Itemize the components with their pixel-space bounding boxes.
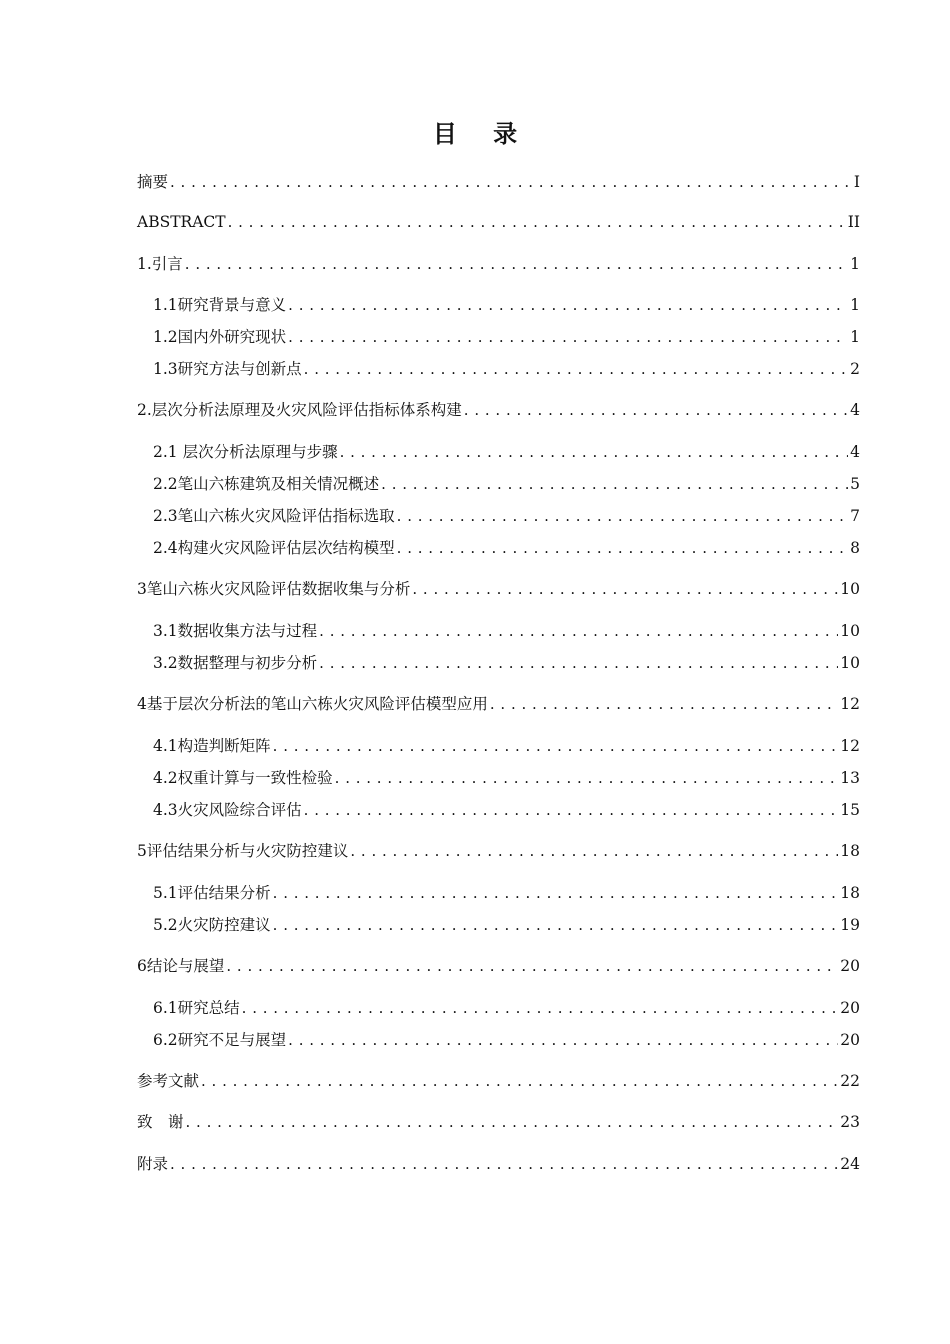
toc-page-number: 20 <box>840 999 860 1017</box>
toc-page-number: 24 <box>840 1155 860 1173</box>
dot-leader <box>186 1110 839 1134</box>
toc-entry-title: 5.2火灾防控建议 <box>153 916 271 934</box>
toc-page-number: 12 <box>840 695 860 713</box>
toc-entry[interactable] <box>153 1028 860 1052</box>
toc-entry-title: 1.1研究背景与意义 <box>153 296 287 314</box>
toc-page-number: 19 <box>840 916 860 934</box>
toc-entry[interactable] <box>137 210 860 234</box>
toc-page-number: 20 <box>840 957 860 975</box>
toc-entry[interactable] <box>153 766 860 790</box>
toc-entry-title: 6.1研究总结 <box>153 999 240 1017</box>
dot-leader <box>335 766 839 790</box>
toc-entry[interactable] <box>153 996 860 1020</box>
toc-entry[interactable] <box>153 881 860 905</box>
toc-entry-title: 1.引言 <box>137 255 183 273</box>
toc-entry[interactable] <box>153 472 860 496</box>
toc-entry-title: 1.2国内外研究现状 <box>153 328 287 346</box>
dot-leader <box>242 996 839 1020</box>
dot-leader <box>381 472 848 496</box>
dot-leader <box>288 1028 838 1052</box>
dot-leader <box>350 839 838 863</box>
toc-entry-title: 6.2研究不足与展望 <box>153 1031 287 1049</box>
toc-entry-title: 2.1 层次分析法原理与步骤 <box>153 443 338 461</box>
toc-entry[interactable] <box>137 954 860 978</box>
dot-leader <box>397 536 848 560</box>
toc-entry[interactable] <box>137 839 860 863</box>
toc-page-number: 18 <box>840 842 860 860</box>
toc-entry-title: 参考文献 <box>137 1072 200 1090</box>
toc-entry-title: 2.4构建火灾风险评估层次结构模型 <box>153 539 395 557</box>
toc-entry[interactable] <box>153 619 860 643</box>
toc-entry-title: ABSTRACT <box>137 213 226 231</box>
toc-entry[interactable] <box>153 325 860 349</box>
toc-entry-title: 4.1构造判断矩阵 <box>153 737 271 755</box>
toc-page-number: 15 <box>840 801 860 819</box>
toc-entry[interactable] <box>153 536 860 560</box>
toc-entry[interactable] <box>137 252 860 276</box>
toc-entry-title: 4.3火灾风险综合评估 <box>153 801 302 819</box>
dot-leader <box>288 293 848 317</box>
toc-entry-title: 4.2权重计算与一致性检验 <box>153 769 333 787</box>
toc-entry[interactable] <box>153 357 860 381</box>
toc-entry-title: 3笔山六栋火灾风险评估数据收集与分析 <box>137 580 411 598</box>
dot-leader <box>304 357 848 381</box>
toc-entry[interactable] <box>137 692 860 716</box>
toc-entry-title: 2.层次分析法原理及火灾风险评估指标体系构建 <box>137 401 462 419</box>
toc-page-number: 1 <box>850 296 860 314</box>
dot-leader <box>170 1152 838 1176</box>
dot-leader <box>228 210 846 234</box>
toc-entry[interactable] <box>153 651 860 675</box>
toc-page-number: I <box>853 173 860 191</box>
toc-entry-title: 3.1数据收集方法与过程 <box>153 622 318 640</box>
toc-page-number: 10 <box>840 580 860 598</box>
toc-page-number: 10 <box>840 622 860 640</box>
toc-entry[interactable] <box>153 440 860 464</box>
dot-leader <box>288 325 848 349</box>
toc-page-number: 4 <box>850 443 860 461</box>
toc-entry[interactable] <box>137 170 860 194</box>
toc-entry-title: 3.2数据整理与初步分析 <box>153 654 318 672</box>
toc-page-number: II <box>847 213 860 231</box>
toc-page-number: 8 <box>850 539 860 557</box>
dot-leader <box>340 440 848 464</box>
toc-entry[interactable] <box>137 1152 860 1176</box>
toc-entry[interactable] <box>137 577 860 601</box>
toc-entry-title: 摘要 <box>137 173 169 191</box>
dot-leader <box>319 619 838 643</box>
toc-page-number: 18 <box>840 884 860 902</box>
dot-leader <box>226 954 838 978</box>
toc-entry[interactable] <box>153 504 860 528</box>
toc-page-number: 1 <box>850 328 860 346</box>
toc-entry-title: 1.3研究方法与创新点 <box>153 360 302 378</box>
toc-entry-title: 致 谢 <box>137 1113 184 1131</box>
dot-leader <box>273 881 839 905</box>
toc-page-number: 10 <box>840 654 860 672</box>
dot-leader <box>170 170 848 194</box>
toc-entry-title: 2.3笔山六栋火灾风险评估指标选取 <box>153 507 395 525</box>
dot-leader <box>273 913 839 937</box>
page-title: 目 录 <box>432 120 532 148</box>
dot-leader <box>185 252 848 276</box>
dot-leader <box>273 734 839 758</box>
toc-page-number: 22 <box>840 1072 860 1090</box>
toc-entry-title: 5.1评估结果分析 <box>153 884 271 902</box>
toc-page-number: 7 <box>850 507 860 525</box>
toc-page-number: 2 <box>850 360 860 378</box>
toc-page-number: 1 <box>850 255 860 273</box>
toc-entry[interactable] <box>137 1110 860 1134</box>
toc-page-number: 13 <box>840 769 860 787</box>
toc-entry-title: 4基于层次分析法的笔山六栋火灾风险评估模型应用 <box>137 695 488 713</box>
toc-entry-title: 2.2笔山六栋建筑及相关情况概述 <box>153 475 380 493</box>
toc-entry-title: 5评估结果分析与火灾防控建议 <box>137 842 349 860</box>
toc-entry[interactable] <box>153 293 860 317</box>
toc-entry[interactable] <box>153 798 860 822</box>
toc-entry[interactable] <box>153 913 860 937</box>
dot-leader <box>304 798 839 822</box>
dot-leader <box>319 651 838 675</box>
toc-page-number: 12 <box>840 737 860 755</box>
toc-page-number: 4 <box>850 401 860 419</box>
dot-leader <box>201 1069 838 1093</box>
toc-entry-title: 附录 <box>137 1155 169 1173</box>
toc-entry[interactable] <box>153 734 860 758</box>
toc-page-number: 23 <box>840 1113 860 1131</box>
dot-leader <box>490 692 838 716</box>
dot-leader <box>412 577 838 601</box>
toc-entry[interactable] <box>137 398 860 422</box>
dot-leader <box>397 504 848 528</box>
dot-leader <box>464 398 848 422</box>
table-of-contents <box>137 0 860 1344</box>
toc-page-number: 5 <box>850 475 860 493</box>
toc-entry[interactable] <box>137 1069 860 1093</box>
toc-entry-title: 6结论与展望 <box>137 957 225 975</box>
toc-page-number: 20 <box>840 1031 860 1049</box>
